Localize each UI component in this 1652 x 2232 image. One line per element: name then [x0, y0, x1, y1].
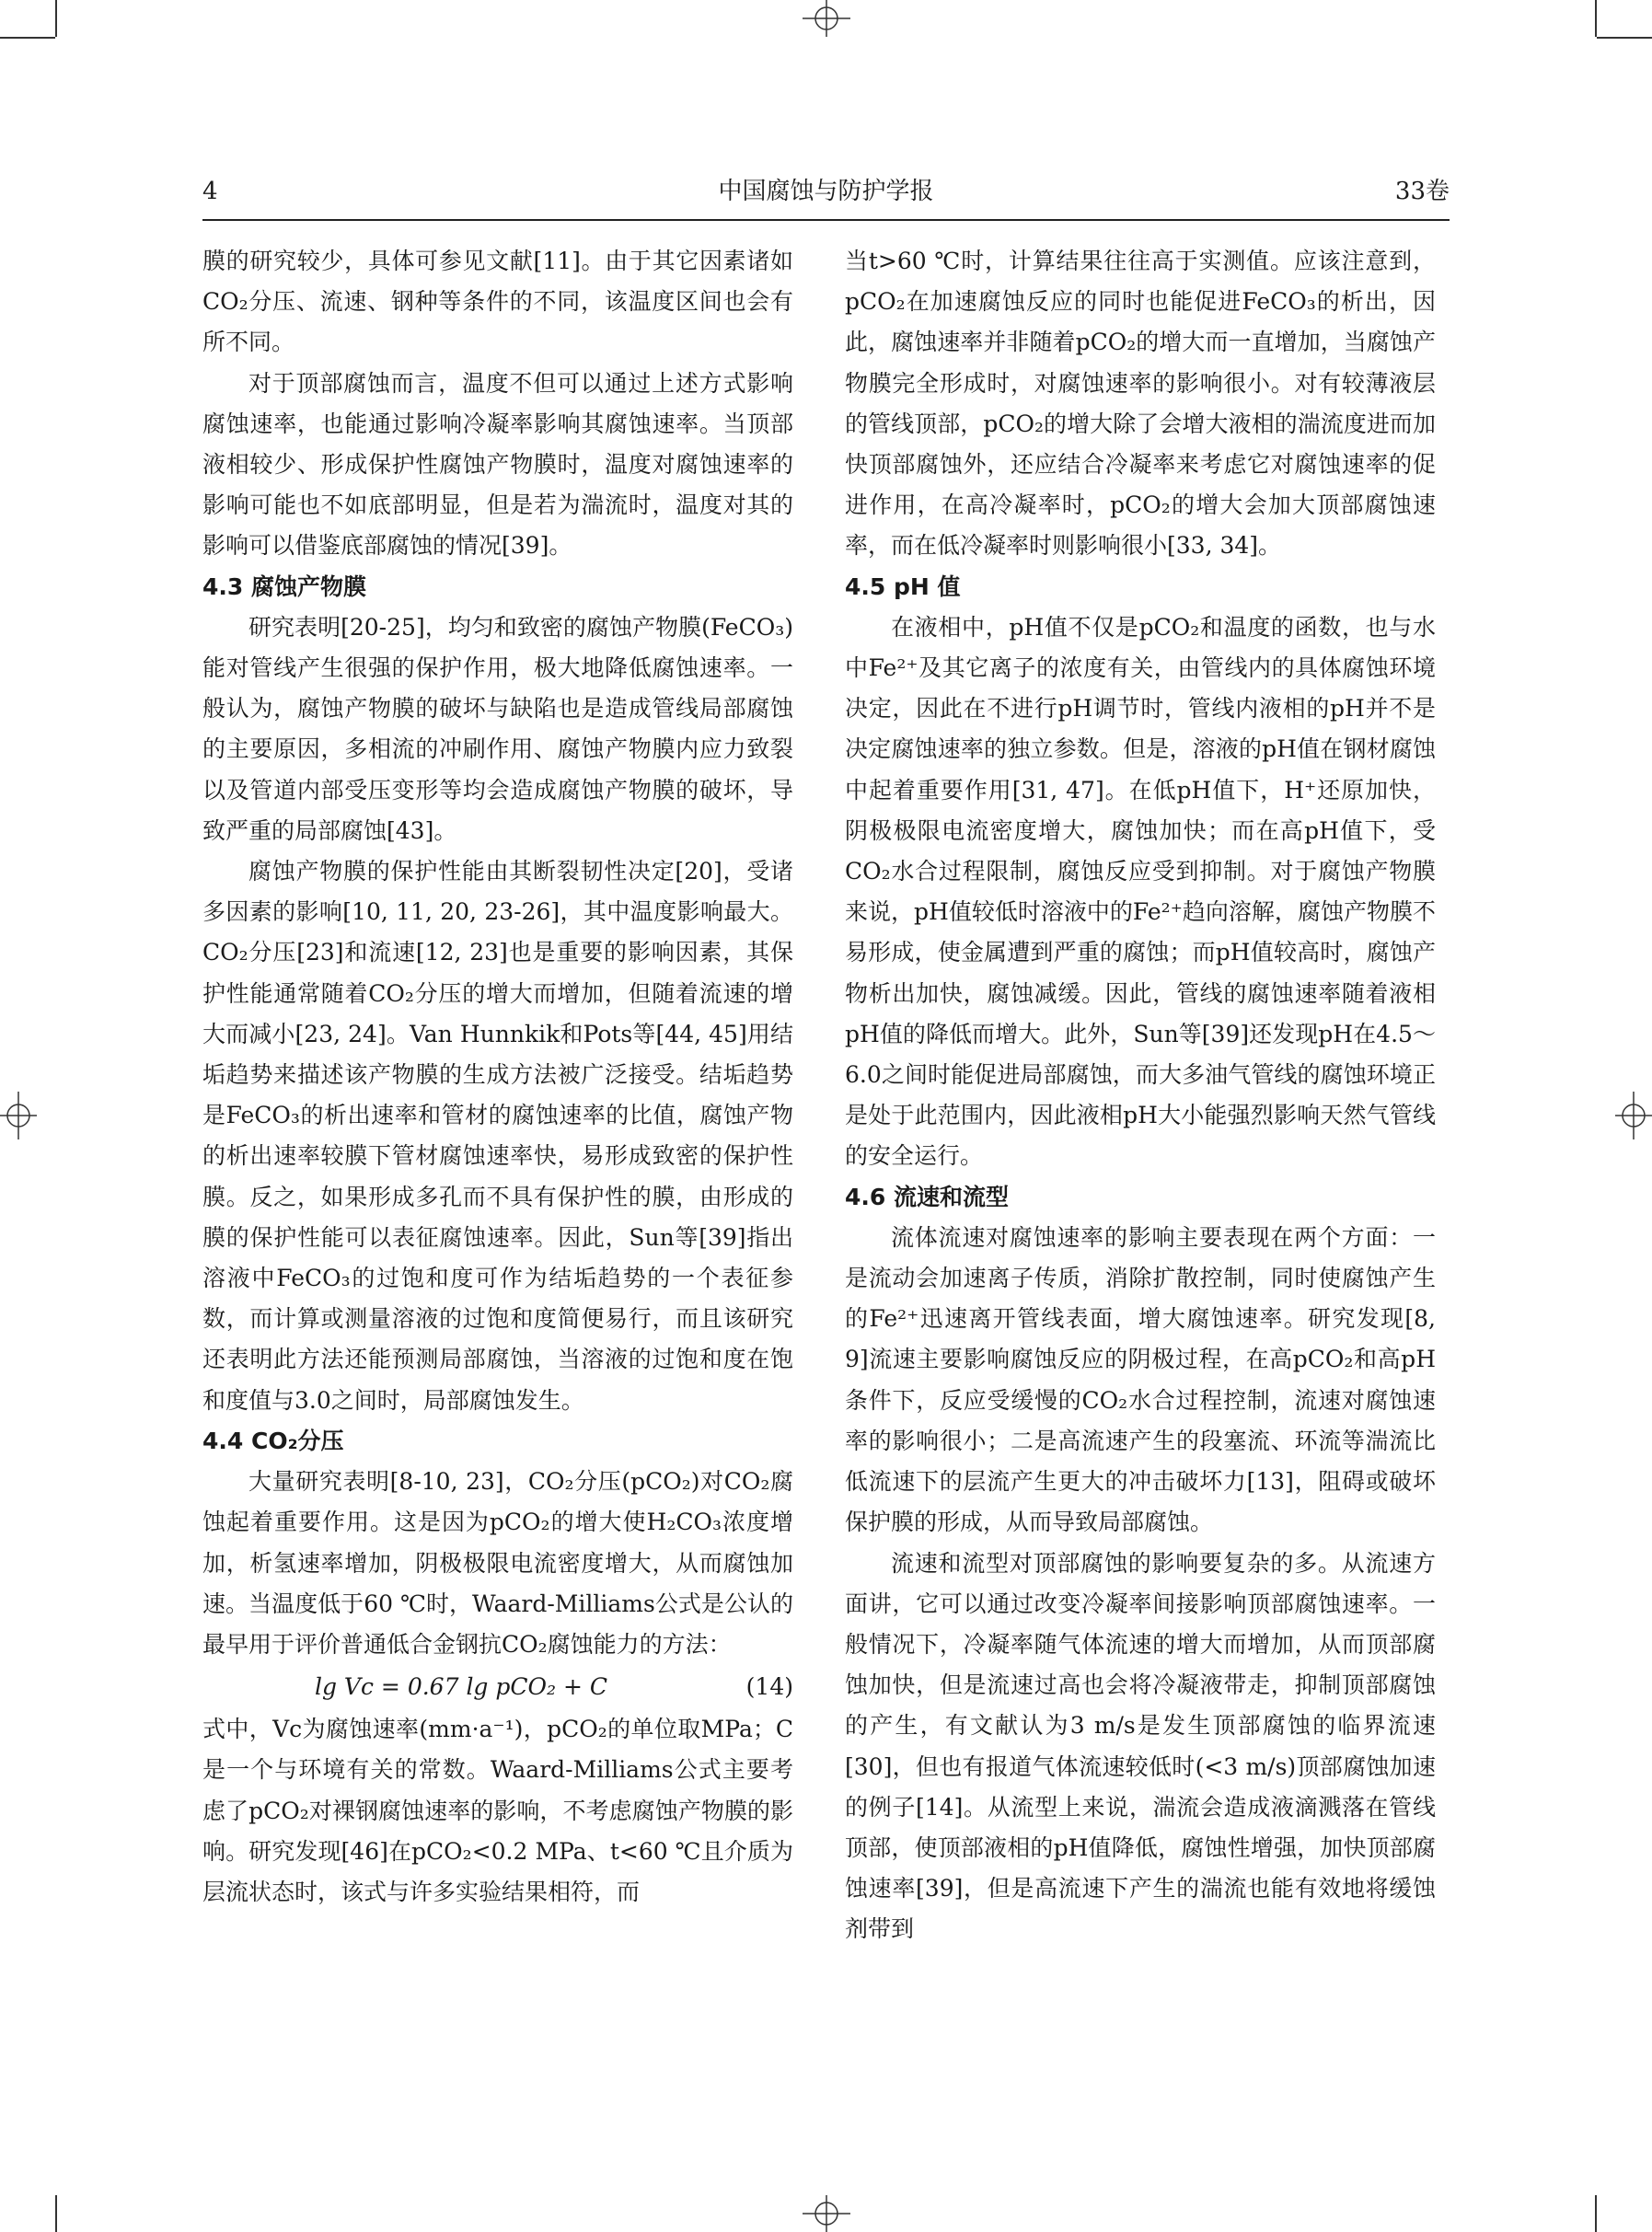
registration-target-bottom — [803, 2195, 850, 2232]
registration-target-top — [803, 0, 850, 37]
paragraph: 在液相中，pH值不仅是pCO₂和温度的函数，也与水中Fe²⁺及其它离子的浓度有关，由管线内的具体腐蚀环境决定，因此在不进行pH调节时，管线内液相的pH并不是决定腐蚀速率的独立参数。但是，溶液的pH值在钢材腐蚀中起着重要作用[31, 47]。在低pH值下，H⁺还原加快，阴极极限电流密度增大，腐蚀加快；而在高pH值下，受CO₂水合过程限制，腐蚀反应受到抑制。对于腐蚀产物膜来说，pH值较低时溶液中的Fe²⁺趋向溶解，腐蚀产物膜不易形成，使金属遭到严重的腐蚀；而pH值较高时，腐蚀产物析出加快，腐蚀减缓。因此，管线的腐蚀速率随着液相pH值的降低而增大。此外，Sun等[39]还发现pH在4.5～6.0之间时能促进局部腐蚀，而大多油气管线的腐蚀环境正是处于此范围内，因此液相pH大小能强烈影响天然气管线的安全运行。 — [845, 613, 1436, 1170]
volume-label: 33卷 — [1394, 178, 1450, 205]
crop-mark — [1597, 37, 1652, 39]
paragraph: 对于顶部腐蚀而言，温度不但可以通过上述方式影响腐蚀速率，也能通过影响冷凝率影响其腐蚀速率。当顶部液相较少、形成保护性腐蚀产物膜时，温度对腐蚀速率的影响可能也不如底部明显，但是若为湍流时，温度对其的影响可以借鉴底部腐蚀的情况[39]。 — [202, 369, 793, 560]
registration-target-left — [0, 1092, 37, 1139]
equation-number: (14) — [745, 1673, 793, 1701]
paragraph: 膜的研究较少，具体可参见文献[11]。由于其它因素诸如CO₂分压、流速、钢种等条件的不同，该温度区间也会有所不同。 — [202, 248, 793, 356]
crop-mark — [55, 2195, 57, 2232]
crop-mark — [55, 0, 57, 37]
header-rule — [202, 219, 1450, 221]
paragraph: 大量研究表明[8-10, 23]，CO₂分压(pCO₂)对CO₂腐蚀起着重要作用。这是因为pCO₂的增大使H₂CO₃浓度增加，析氢速率增加，阴极极限电流密度增大，从而腐蚀加速。当温度低于60 ℃时，Waard-Milliams公式是公认的最早用于评价普通低合金钢抗CO₂腐蚀能力的方法： — [202, 1468, 793, 1658]
crop-mark — [1595, 2195, 1597, 2232]
section-heading: 4.5 pH 值 — [845, 572, 961, 600]
left-column — [202, 241, 793, 1913]
paragraph: 流体流速对腐蚀速率的影响主要表现在两个方面：一是流动会加速离子传质，消除扩散控制，同时使腐蚀产生的Fe²⁺迅速离开管线表面，增大腐蚀速率。研究发现[8, 9]流速主要影响腐蚀反应的阴极过程，在高pCO₂和高pH条件下，反应受缓慢的CO₂水合过程控制，流速对腐蚀速率的影响很小；二是高流速产生的段塞流、环流等湍流比低流速下的层流产生更大的冲击破坏力[13]，阻碍或破坏保护膜的形成，从而导致局部腐蚀。 — [845, 1223, 1436, 1536]
paragraph: 研究表明[20-25]，均匀和致密的腐蚀产物膜(FeCO₃)能对管线产生很强的保护作用，极大地降低腐蚀速率。一般认为，腐蚀产物膜的破坏与缺陷也是造成管线局部腐蚀的主要原因，多相流的冲刷作用、腐蚀产物膜内应力致裂以及管道内部受压变形等均会造成腐蚀产物膜的破坏，导致严重的局部腐蚀[43]。 — [202, 613, 793, 844]
crop-mark — [0, 37, 55, 39]
paragraph: 流速和流型对顶部腐蚀的影响要复杂的多。从流速方面讲，它可以通过改变冷凝率间接影响顶部腐蚀速率。一般情况下，冷凝率随气体流速的增大而增加，从而顶部腐蚀加快，但是流速过高也会将冷凝液带走，抑制顶部腐蚀的产生，有文献认为3 m/s是发生顶部腐蚀的临界流速[30]，但也有报道气体流速较低时(<3 m/s)顶部腐蚀加速的例子[14]。从流型上来说，湍流会造成液滴溅落在管线顶部，使顶部液相的pH值降低，腐蚀性增强，加快顶部腐蚀速率[39]，但是高流速下产生的湍流也能有效地将缓蚀剂带到 — [845, 1549, 1436, 1943]
paragraph: 式中，Vc为腐蚀速率(mm·a⁻¹)，pCO₂的单位取MPa；C是一个与环境有关的常数。Waard-Milliams公式主要考虑了pCO₂对裸钢腐蚀速率的影响，不考虑腐蚀产物膜的影响。研究发现[46]在pCO₂<0.2 MPa、t<60 ℃且介质为层流状态时，该式与许多实验结果相符，而 — [202, 1716, 793, 1905]
crop-mark — [1595, 0, 1597, 37]
registration-target-right — [1615, 1092, 1652, 1139]
paragraph: 腐蚀产物膜的保护性能由其断裂韧性决定[20]，受诸多因素的影响[10, 11, 20, 23-26]，其中温度影响最大。CO₂分压[23]和流速[12, 23]也是重要的影响因素，其保护性能通常随着CO₂分压的增大而增加，但随着流速的增大而减小[23, 24]。Van Hunnkik和Pots等[44, 45]用结垢趋势来描述该产物膜的生成方法被广泛接受。结垢趋势是FeCO₃的析出速率和管材的腐蚀速率的比值，腐蚀产物的析出速率较膜下管材腐蚀速率快，易形成致密的保护性膜。反之，如果形成多孔而不具有保护性的膜，由形成的膜的保护性能可以表征腐蚀速率。因此，Sun等[39]指出溶液中FeCO₃的过饱和度可作为结垢趋势的一个表征参数，而计算或测量溶液的过饱和度简便易行，而且该研究还表明此方法还能预测局部腐蚀，当溶液的过饱和度在饱和度值与3.0之间时，局部腐蚀发生。 — [202, 858, 793, 1414]
equation — [202, 1665, 793, 1709]
page-number: 4 — [202, 178, 218, 205]
equation-expression: lg Vc = 0.67 lg pCO₂ + C — [314, 1673, 608, 1701]
journal-title: 中国腐蚀与防护学报 — [718, 178, 934, 205]
section-heading: 4.6 流速和流型 — [845, 1183, 1009, 1210]
paragraph: 当t>60 ℃时，计算结果往往高于实测值。应该注意到，pCO₂在加速腐蚀反应的同时也能促进FeCO₃的析出，因此，腐蚀速率并非随着pCO₂的增大而一直增加，当腐蚀产物膜完全形成时，对腐蚀速率的影响很小。对有较薄液层的管线顶部，pCO₂的增大除了会增大液相的湍流度进而加快顶部腐蚀外，还应结合冷凝率来考虑它对腐蚀速率的促进作用，在高冷凝率时，pCO₂的增大会加大顶部腐蚀速率，而在低冷凝率时则影响很小[33, 34]。 — [845, 248, 1436, 560]
section-heading: 4.4 CO₂分压 — [202, 1427, 344, 1454]
section-heading: 4.3 腐蚀产物膜 — [202, 572, 366, 600]
running-header — [202, 171, 1450, 212]
right-column — [845, 241, 1436, 1950]
